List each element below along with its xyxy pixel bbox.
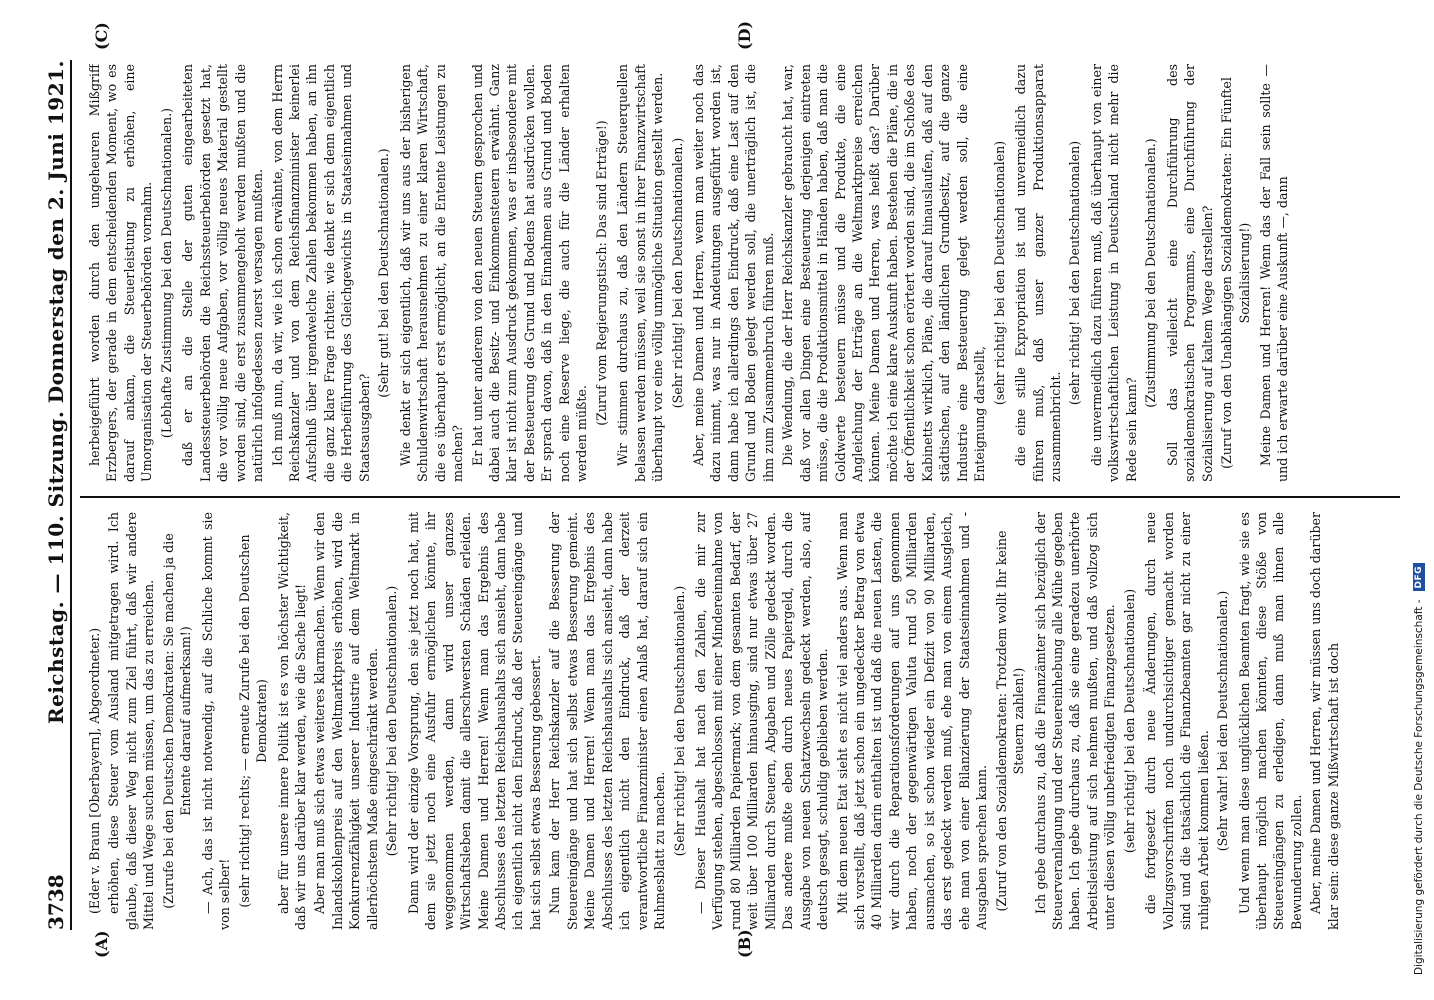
paragraph: Aber man muß sich etwas weiteres klarmachen. Wenn wir den Inlandskohlenpreis auf den Weltmarktpreis erhöhen, wird die Konkurrenzfähigkeit unserer Industrie auf dem Weltmarkt in allerhöchstem Maße eingeschränkt werden. — [312, 512, 380, 930]
paragraph: die eine stille Expropriation ist und unvermeidlich dazu führen muß, daß unser ganzer Produktionsapparat zusammenbricht. — [1013, 64, 1064, 482]
margin-marker-a: (A) — [92, 930, 111, 958]
margin-marker-c: (C) — [92, 22, 111, 50]
left-column — [86, 512, 1396, 930]
paragraph: Wir stimmen durchaus zu, daß den Ländern Steuerquellen belassen werden müssen, weil sie sonst in ihrer Finanzwirtschaft überhaupt vor eine völlig unmögliche Situation gestellt werden. — [615, 64, 666, 482]
interjection: (sehr richtig! bei den Deutschnationalen) — [1067, 140, 1083, 406]
interjection: (Sehr gut! bei den Deutschnationalen.) — [376, 148, 392, 398]
paragraph: die fortgesetzt durch neue Änderungen, durch neue Vollzugsvorschriften noch undurchsichtiger gemacht worden sind und die tatsächlich die Finanzbeamten gar nicht zu einer ruhigen Arbeit kommen ließen. — [1143, 512, 1211, 930]
paragraph: Er hat unter anderem von den neuen Steuern gesprochen und dabei auch die Besitz- und Einkommensteuern erwähnt. Ganz klar ist nicht zum Ausdruck gekommen, was er insbesondere mit der Besteuerung des Grund und Bodens hat ausdrücken wollen. Er sprach davon, daß in den Einnahmen aus Grund und Boden noch eine Reserve liege, die auch für die Länder erhalten werden müßte. — [469, 64, 590, 482]
page-header — [22, 60, 72, 930]
margin-marker-d: (D) — [735, 20, 754, 50]
dfg-logo: DFG — [1413, 563, 1425, 592]
digitization-credit — [1410, 15, 1428, 975]
interjection: (Zustimmung bei den Deutschnationalen.) — [1143, 138, 1159, 408]
interjection: (Zuruf von den Sozialdemokraten: Trotzdem wollt Ihr keine Steuern zahlen!) — [993, 530, 1027, 912]
paragraph: die unvermeidlich dazu führen muß, daß überhaupt von einer volkswirtschaftlichen Leistung in Deutschland nicht mehr die Rede sein kann? — [1088, 64, 1139, 482]
interjection: (Sehr wahr! bei den Deutschnationalen.) — [1215, 590, 1231, 852]
paragraph: Dann wird der einzige Vorsprung, den sie jetzt noch hat, mit dem sie jetzt noch eine Ausfuhr ermöglichen könnte, ihr weggenommen werden, dann wird unser ganzes Wirtschaftsleben damit die allerschwersten Schäden erleiden. Meine Damen und Herren! Wenn man das Ergebnis des Abschlusses des letzten Reichshaushalts sich ansieht, dann habe ich eigentlich nicht den Eindruck, daß der Steuereingänge und hat sich selbst etwas Besserung gebessert. — [405, 512, 543, 930]
interjection: (Zuruf vom Regierungstisch: Das sind Erträge!) — [593, 120, 609, 426]
column-divider — [80, 496, 1400, 498]
interjection: (Sehr richtig! bei den Deutschnationalen.) — [669, 137, 685, 409]
interjection: (Sehr richtig! bei den Deutschnationalen.) — [384, 585, 400, 857]
interjection: (Sehr richtig! bei den Deutschnationalen.) — [671, 585, 687, 857]
paragraph: Und wenn man diese unglücklichen Beamten fragt, wie sie es überhaupt möglich machen könnten, diese Stöße von Steuereingängen zu erledigen, dann muß man ihnen alle Bewunderung zollen. — [1236, 512, 1304, 930]
interjection: (sehr richtig! rechts; — erneute Zurufe bei den Deutschen Demokraten) — [236, 534, 270, 908]
paragraph: Soll das vielleicht eine Durchführung des sozialdemokratischen Programms, eine Durchführung der Sozialisierung auf kaltem Wege darstellen? — [1164, 64, 1215, 482]
paragraph: Aber, meine Damen und Herren, wenn man weiter noch das dazu nimmt, was nur in Andeutungen ausgeführt worden ist, dann habe ich allerdings den Eindruck, daß eine Last auf den Grund und Boden gelegt werden soll, die unerträglich ist, die ihm zum Zusammenbruch führen muß. — [690, 64, 776, 482]
paragraph: (Eder v. Braun [Oberbayern], Abgeordneter.) — [87, 627, 102, 914]
paragraph: erhöhen, diese Steuer vom Ausland mitgetragen wird. Ich glaube, daß dieser Weg nicht zum Ziel führt, daß wir andere Mittel und Wege suchen müssen, um das zu erreichen. — [106, 512, 157, 930]
right-column — [86, 64, 1396, 482]
margin-marker-b: (B) — [735, 929, 754, 958]
paragraph: Meine Damen und Herren! Wenn das der Fall sein sollte — und ich erwarte darüber eine Auskunft —, dann — [1258, 64, 1291, 482]
page-number: 3738 — [44, 874, 68, 930]
paragraph: — Ach, das ist nicht notwendig, auf die Schliche kommt sie von selber! — [199, 512, 233, 930]
paragraph: Wie denkt er sich eigentlich, daß wir uns aus der bisherigen Schuldenwirtschaft herausnehmen zu einer klaren Wirtschaft, die es überhaupt erst ermöglicht, an die Entente Leistungen zu machen? — [397, 64, 466, 482]
paragraph: Aber, meine Damen und Herren, wir müssen uns doch darüber klar sein: diese ganze Mißwirtschaft ist doch — [1308, 512, 1341, 930]
paragraph: Mit dem neuen Etat sieht es nicht viel anders aus. Wenn man sich vorstellt, daß jetzt schon ein ungedeckter Betrag von etwa 40 Milliarden darin enthalten ist und daß die neuen Lasten, die wir durch die Reparationsforderungen auf uns genommen haben, noch der gegenwärtigen Valuta rund 50 Milliarden ausmachen, so ist schon wieder ein Defizit von 90 Milliarden, das erst gedeckt werden muß, ehe man von einem Ausgleich, ehe man von einer Bilanzierung der Staatseinnahmen und -Ausgaben sprechen kann. — [834, 512, 990, 930]
paragraph: Ich gebe durchaus zu, daß die Finanzämter sich bezüglich der Steuerveranlagung und der Steuereinhebung alle Mühe gegeben haben. Ich gebe durchaus zu, daß sie eine geradezu unerhörte Arbeitsleistung auf sich nehmen mußten, und daß vollzog sich unter diesen völlig unbefriedigten Finanzgesetzen. — [1032, 512, 1118, 930]
paragraph: Ich muß nun, da wir, wie ich schon erwähnte, von dem Herrn Reichskanzler und von dem Reichsfinanzminister keinerlei Aufschluß über irgendwelche Zahlen bekommen haben, an ihn die ganz klare Frage richten: wie denkt er sich denn eigentlich die Herbeiführung des Gleichgewichts in Staatseinnahmen und Staatsausgaben? — [269, 64, 372, 482]
paragraph: daß er an die Stelle der guten eingearbeiteten Landessteuerbehörden die Reichssteuerbehörden gesetzt hat, die vor völlig neue Aufgaben, vor völlig neues Material gestellt worden sind, die erst zusammengeholt werden mußten und die natürlich infolgedessen zuerst versagen mußten. — [180, 64, 266, 482]
interjection: (Zurufe bei den Deutschen Demokraten: Sie machen ja die Entente darauf aufmerksam!) — [160, 533, 194, 909]
paragraph: — Dieser Haushalt hat nach den Zahlen, die mir zur Verfügung stehen, abgeschlossen mit einer Mindereinnahme von rund 80 Milliarden Papiermark; von dem gesamten Bedarf, der weit über 100 Milliarden hinausging, sind nur etwas über 27 Milliarden durch Steuern, Abgaben und Zölle gedeckt worden. Das andere mußte eben durch neues Papiergeld, durch die Ausgabe von neuen Schatzwechseln gedeckt werden, also, auf deutsch gesagt, schuldig geblieben werden. — [692, 512, 831, 930]
interjection: (Zuruf von den Unabhängigen Sozialdemokraten: Ein Fünftel Sozialisierung!) — [1219, 77, 1252, 469]
paragraph: aber für unsere innere Politik ist es von höchster Wichtigkeit, daß wir uns darüber klar werden, wie die Sache liegt! — [275, 512, 308, 930]
paragraph: Die Wendung, die der Herr Reichskanzler gebraucht hat, war, daß vor allen Dingen eine Besteuerung derjenigen eintreten müsse, die die Produktionsmittel in Händen haben, daß man die Goldwerte besteuern müsse und die Produkte, die eine Angleichung der Erträge an die Weltmarktpreise erreichen können. Meine Damen und Herren, was heißt das? Darüber möchte ich eine klare Auskunft haben. Bestehen die Pläne, die in der Öffentlichkeit schon erörtert worden sind, die im Schoße des Kabinetts wirklich, Pläne, die darauf hinauslaufen, daß auf den städtischen, auf den ländlichen Grundbesitz, auf die ganze Industrie eine Besteuerung gelegt werden soll, die eine Enteignung darstellt, — [780, 64, 988, 482]
interjection: (Lebhafte Zustimmung bei den Deutschnationalen.) — [158, 107, 174, 439]
paragraph: herbeigeführt worden durch den ungeheuren Mißgriff Erzbergers, der gerade in dem entscheidenden Moment, wo es darauf ankam, die Steuerleistung zu erhöhen, eine Umorganisation der Steuerbehörden vornahm. — [87, 64, 155, 482]
interjection: (sehr richtig! bei den Deutschnationalen) — [991, 140, 1007, 406]
paragraph: Nun kam der Herr Reichskanzler auf die Besserung der Steuereingänge und hat sich selbst etwas Besserung gemeint. Meine Damen und Herren! Wenn man das Ergebnis des Abschlusses des letzten Reichshaushalts sich ansieht, dann habe ich eigentlich nicht den Eindruck, daß der derzeit verantwortliche Finanzminister einen Anlaß hat, darauf sich ein Ruhmesblatt zu machen. — [547, 512, 668, 930]
credit-text: Digitalisierung gefördert durch die Deutsche Forschungsgemeinschaft - — [1413, 599, 1425, 975]
page-title: Reichstag. — 110. Sitzung. Donnerstag den 2. Juni 1921. — [44, 60, 68, 725]
interjection: (sehr richtig! bei den Deutschnationalen) — [1121, 588, 1137, 854]
